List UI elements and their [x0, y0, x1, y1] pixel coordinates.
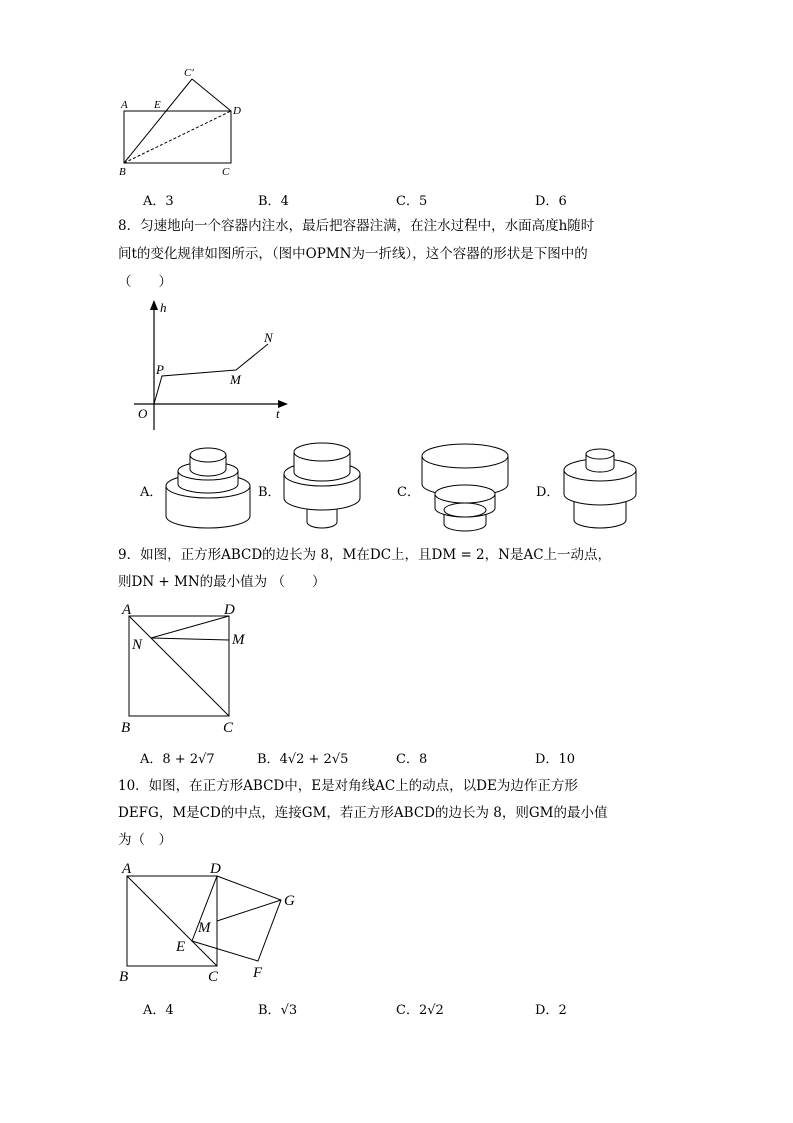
label-m: M	[232, 632, 245, 648]
label-g: G	[284, 893, 295, 909]
q10-option-c[interactable]	[396, 999, 444, 1018]
option-text: 4	[165, 1003, 174, 1018]
option-letter: C．	[396, 194, 419, 209]
q8-text-line-2: 间t的变化规律如图所示，（图中OPMN为一折线），这个容器的形状是下图中的	[118, 246, 588, 262]
label-d: D	[233, 105, 241, 117]
label-b: B	[121, 720, 131, 736]
option-letter: D．	[535, 194, 559, 209]
option-text: 8	[418, 752, 428, 767]
label-f: F	[253, 965, 263, 981]
label-m: M	[198, 920, 211, 936]
option-text: 6	[558, 194, 567, 209]
diagonal-ac	[129, 616, 229, 716]
label-d: D	[224, 602, 235, 618]
label-c: C	[222, 166, 230, 178]
label-m: M	[230, 372, 241, 387]
option-text: 3	[165, 194, 174, 209]
label-a: A	[121, 99, 128, 111]
q7-option-b[interactable]	[258, 190, 289, 209]
label-n: N	[132, 637, 143, 653]
segment-nm	[151, 638, 229, 640]
q7-figure	[110, 62, 250, 180]
q9-option-b[interactable]	[257, 748, 348, 767]
q10-option-a[interactable]	[143, 999, 174, 1018]
label-b: B	[119, 969, 129, 985]
q8-graph	[118, 296, 298, 436]
h-axis-arrow	[150, 300, 158, 310]
q10-text-line-2: DEFG，M是CD的中点，连接GM，若正方形ABCD的边长为 8，则GM的最小值	[118, 805, 608, 821]
option-letter: B．	[258, 1003, 281, 1018]
label-e: E	[154, 99, 161, 111]
label-o: O	[138, 406, 148, 421]
q9-option-d[interactable]	[535, 748, 575, 767]
label-t: t	[276, 406, 280, 421]
q9-text-line-1: 9．如图，正方形ABCD的边长为 8，M在DC上，且DM = 2，N是AC上一动点，	[118, 547, 612, 563]
q9-text-line-2: 则DN + MN的最小值为 （ ）	[118, 574, 326, 590]
option-text: 4√2 + 2√5	[279, 752, 349, 767]
q8-option-b-label[interactable]: B．	[258, 485, 281, 500]
option-text: 2	[558, 1003, 567, 1018]
square-defg	[192, 876, 281, 961]
option-text: 2√2	[418, 1003, 444, 1018]
q7-option-c[interactable]	[396, 190, 427, 209]
option-text: 4	[280, 194, 289, 209]
label-d: D	[210, 861, 221, 877]
q10-option-b[interactable]	[258, 999, 297, 1018]
option-letter: C．	[396, 1003, 419, 1018]
q10-text-line-1: 10．如图，在正方形ABCD中，E是对角线AC上的动点，以DE为边作正方形	[118, 778, 578, 794]
q8-option-b-container[interactable]	[280, 434, 364, 534]
option-letter: C．	[396, 752, 419, 767]
label-b: B	[119, 166, 126, 178]
q8-option-d-label[interactable]: D．	[536, 485, 560, 500]
q8-option-c-container[interactable]	[417, 438, 513, 536]
option-letter: A．	[143, 194, 166, 209]
q8-text-line-1: 8．匀速地向一个容器内注水，最后把容器注满，在注水过程中，水面高度h随时	[118, 218, 595, 234]
label-a: A	[122, 861, 132, 877]
option-letter: D．	[535, 752, 559, 767]
option-text: 10	[558, 752, 575, 767]
option-letter: A．	[143, 1003, 166, 1018]
fold-edge-bc-prime	[124, 79, 192, 163]
diagonal-bd	[124, 111, 231, 163]
q7-option-d[interactable]	[535, 190, 567, 209]
option-text: 8 + 2√7	[162, 752, 215, 767]
label-h: h	[160, 300, 167, 315]
q8-text-line-3: （ ）	[118, 274, 172, 290]
fold-edge-c-prime-d	[192, 79, 231, 111]
q9-option-c[interactable]	[396, 748, 427, 767]
option-text: 5	[418, 194, 428, 209]
segment-dn	[151, 616, 229, 638]
q10-option-d[interactable]	[535, 999, 567, 1018]
label-e: E	[176, 939, 186, 955]
option-letter: D．	[535, 1003, 559, 1018]
option-letter: A．	[140, 752, 163, 767]
label-c: C	[223, 720, 234, 736]
q8-option-a-container[interactable]	[162, 438, 254, 532]
q9-option-a[interactable]	[140, 748, 215, 767]
q10-text-line-3: 为（ ）	[118, 832, 172, 848]
option-letter: B．	[257, 752, 280, 767]
q8-option-a-label[interactable]: A．	[140, 485, 163, 500]
q8-option-c-label[interactable]: C．	[397, 485, 420, 500]
q9-figure	[118, 596, 258, 738]
label-a: A	[122, 602, 132, 618]
segment-gm	[217, 900, 281, 921]
label-p: P	[156, 362, 164, 377]
option-text: √3	[280, 1003, 298, 1018]
q7-option-a[interactable]	[143, 190, 174, 209]
label-c-prime: C′	[184, 67, 194, 79]
option-letter: B．	[258, 194, 281, 209]
label-n: N	[264, 330, 273, 345]
q8-option-d-container[interactable]	[558, 440, 642, 532]
water-level-polyline	[154, 344, 268, 404]
q10-figure	[112, 853, 312, 985]
label-c: C	[208, 969, 219, 985]
